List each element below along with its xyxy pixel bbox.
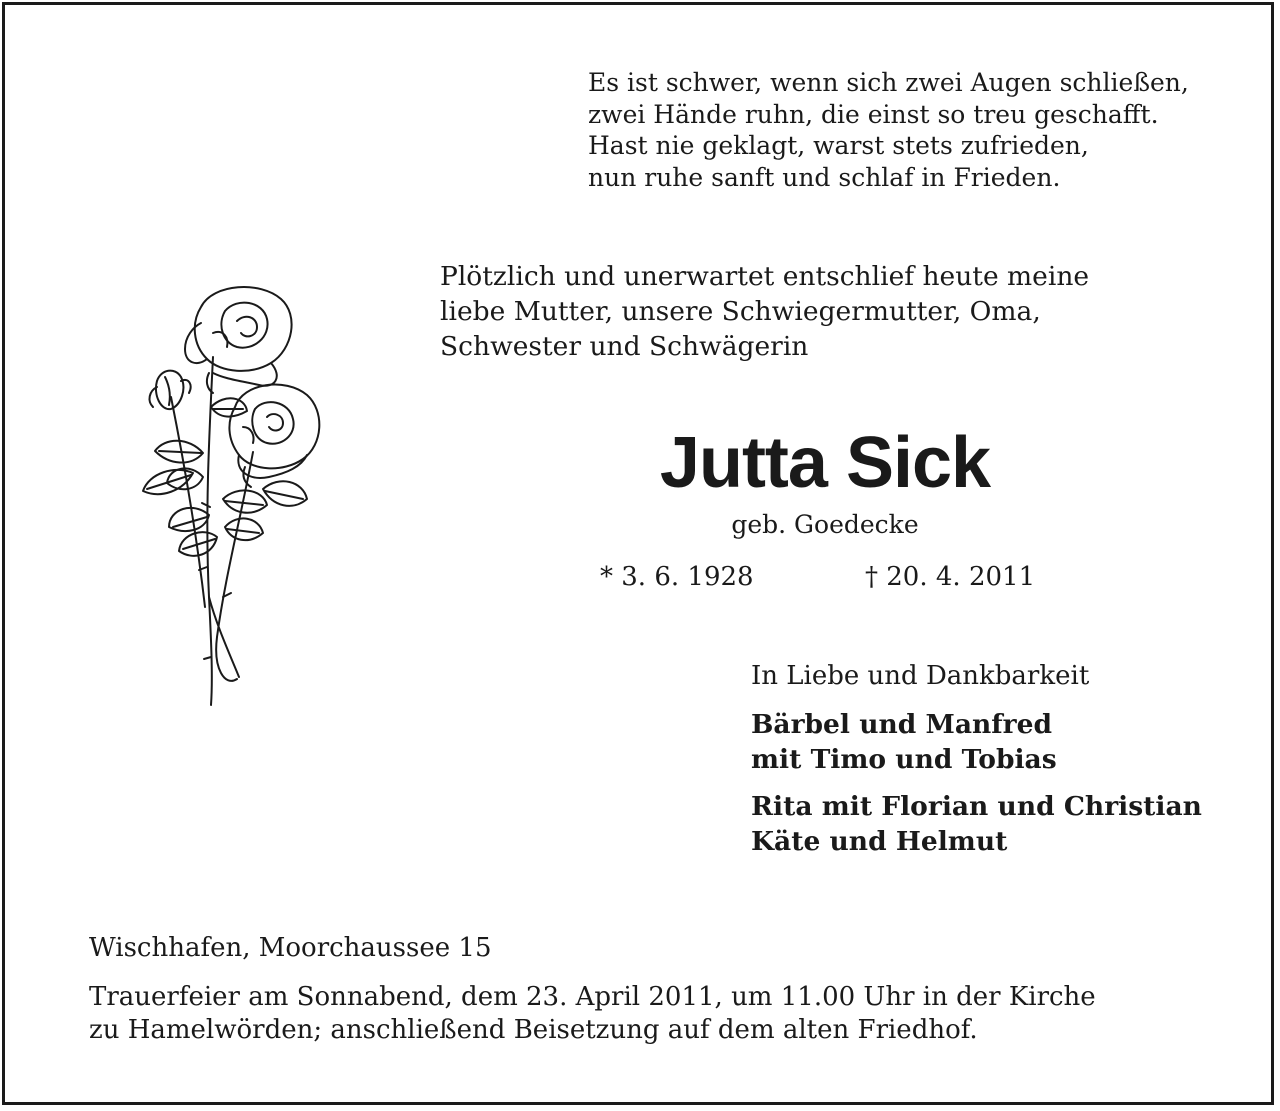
poem-line: Es ist schwer, wenn sich zwei Augen schließen, <box>588 68 1189 97</box>
announcement-line: Schwester und Schwägerin <box>440 331 809 362</box>
obituary-notice <box>2 2 1274 1105</box>
funeral-service-info <box>89 981 1096 1047</box>
poem-line: nun ruhe sanft und schlaf in Frieden. <box>588 162 1061 192</box>
deceased-name: Jutta Sick <box>659 423 991 503</box>
announcement-line: liebe Mutter, unsere Schwiegermutter, Oma, <box>440 296 1041 327</box>
memorial-poem <box>588 67 1189 193</box>
mourner-line: Bärbel und Manfred <box>751 709 1053 740</box>
mourner-line: mit Timo und Tobias <box>751 743 1057 775</box>
rose-illustration-icon <box>113 277 333 717</box>
mourner-line: Rita mit Florian und Christian <box>751 791 1202 822</box>
birth-date: * 3. 6. 1928 <box>600 562 754 592</box>
death-date: † 20. 4. 2011 <box>865 562 1036 592</box>
family-address: Wischhafen, Moorchaussee 15 <box>89 933 492 963</box>
service-line: Trauerfeier am Sonnabend, dem 23. April 2011, um 11.00 Uhr in der Kirche <box>89 982 1096 1012</box>
mourner-group <box>751 790 1202 859</box>
poem-line: zwei Hände ruhn, die einst so treu geschafft. <box>588 99 1159 129</box>
service-line: zu Hamelwörden; anschließend Beisetzung auf dem alten Friedhof. <box>89 1015 978 1045</box>
closing-phrase: In Liebe und Dankbarkeit <box>751 661 1090 691</box>
poem-line: Hast nie geklagt, warst stets zufrieden, <box>588 131 1089 160</box>
mourner-line: Käte und Helmut <box>751 825 1008 857</box>
mourners-list <box>751 708 1202 872</box>
announcement-text <box>440 259 1089 364</box>
maiden-name: geb. Goedecke <box>731 510 919 539</box>
mourner-group <box>751 708 1202 777</box>
announcement-line: Plötzlich und unerwartet entschlief heute meine <box>440 261 1090 292</box>
